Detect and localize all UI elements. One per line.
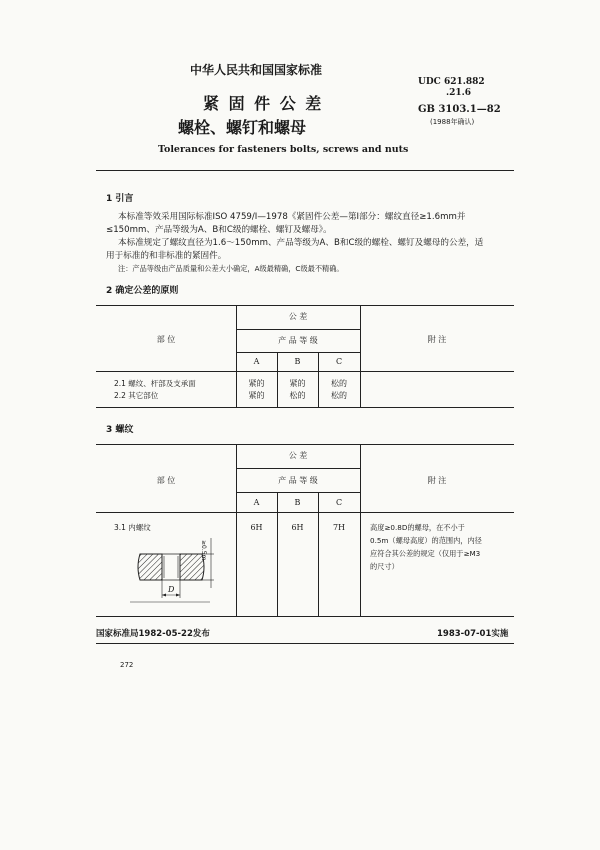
section-1-paragraph-2-line-1: 本标准规定了螺纹直径为1.6～150mm、产品等级为A、B和C级的螺栓、螺钉及螺母的公差，适 — [118, 238, 484, 248]
column-header-part: 部 位 — [156, 476, 176, 485]
column-header-part: 部 位 — [156, 335, 176, 344]
confirm-year-note: (1988年确认) — [430, 118, 475, 126]
table-cell-c: 松的 — [331, 379, 347, 388]
section-1-paragraph-1-line-2: ≤150mm、产品等级为A、B和C级的螺栓、螺钉及螺母》。 — [106, 225, 332, 235]
gb-standard-number: GB 3103.1—82 — [418, 104, 501, 115]
remark-line-4: 的尺寸） — [370, 562, 399, 571]
column-header-tolerance: 公 差 — [288, 312, 308, 321]
table-cell-a: 紧的 — [248, 379, 265, 388]
table-cell-b: 6H — [291, 523, 304, 532]
section-1-heading: 1 引言 — [106, 194, 134, 204]
column-header-tolerance: 公 差 — [288, 451, 308, 460]
table-cell-b: 紧的 — [289, 379, 306, 388]
remark-line-1: 高度≥0.8D的螺母，在不小于 — [370, 523, 465, 532]
grade-a-header: A — [253, 357, 260, 366]
issuing-organization: 中华人民共和国国家标准 — [190, 63, 323, 77]
column-header-product-grade: 产 品 等 级 — [278, 336, 318, 345]
table-cell-a: 紧的 — [248, 391, 265, 400]
table-row-label: 2.2 其它部位 — [114, 391, 159, 400]
grade-b-header: B — [294, 357, 301, 366]
table-cell-a: 6H — [250, 523, 263, 532]
table-cell-c: 7H — [332, 523, 346, 532]
column-header-product-grade: 产 品 等 级 — [278, 476, 318, 485]
table-row-label: 3.1 内螺纹 — [114, 523, 151, 532]
grade-a-header: A — [253, 498, 260, 507]
section-2-heading: 2 确定公差的原则 — [106, 286, 179, 296]
table-cell-b: 松的 — [289, 391, 306, 400]
section-3-heading: 3 螺纹 — [106, 425, 134, 435]
section-1-paragraph-2-line-2: 用于标准的和非标准的紧固件。 — [106, 251, 227, 261]
grade-c-header: C — [335, 357, 343, 366]
figure-label-d: D — [168, 585, 175, 594]
section-1-paragraph-1-line-1: 本标准等效采用国际标准ISO 4759/Ⅰ—1978《紧固件公差—第Ⅰ部分：螺纹直径≥1.6mm并 — [118, 212, 466, 222]
udc-number: UDC 621.882 — [418, 77, 485, 87]
footer-divider — [96, 643, 514, 644]
remark-line-3: 应符合其公差的规定（仅用于≥M3 — [370, 549, 481, 558]
figure-label-height: ≥0.5m — [200, 540, 207, 561]
table-cell-c: 松的 — [331, 391, 347, 400]
document-title-english: Tolerances for fasteners bolts, screws and nuts — [158, 144, 409, 155]
table-row-label: 2.1 螺纹、杆部及支承面 — [114, 379, 196, 388]
udc-number-sub: .21.6 — [446, 88, 472, 98]
column-header-remark: 附 注 — [427, 476, 447, 485]
document-title-line1: 紧 固 件 公 差 — [203, 94, 324, 113]
grade-b-header: B — [294, 498, 301, 507]
page-number: 272 — [120, 661, 134, 669]
implementation-date: 1983-07-01实施 — [437, 629, 509, 639]
remark-line-2: 0.5m（螺母高度）的范围内，内径 — [370, 536, 482, 545]
column-header-remark: 附 注 — [427, 335, 447, 344]
document-title-line2: 螺栓、螺钉和螺母 — [178, 118, 307, 137]
grade-c-header: C — [335, 498, 343, 507]
section-1-note: 注：产品等级由产品质量和公差大小确定，A级最精确，C级最不精确。 — [118, 264, 344, 273]
internal-thread-figure — [120, 530, 230, 610]
issue-date: 国家标准局1982-05-22发布 — [96, 629, 210, 639]
